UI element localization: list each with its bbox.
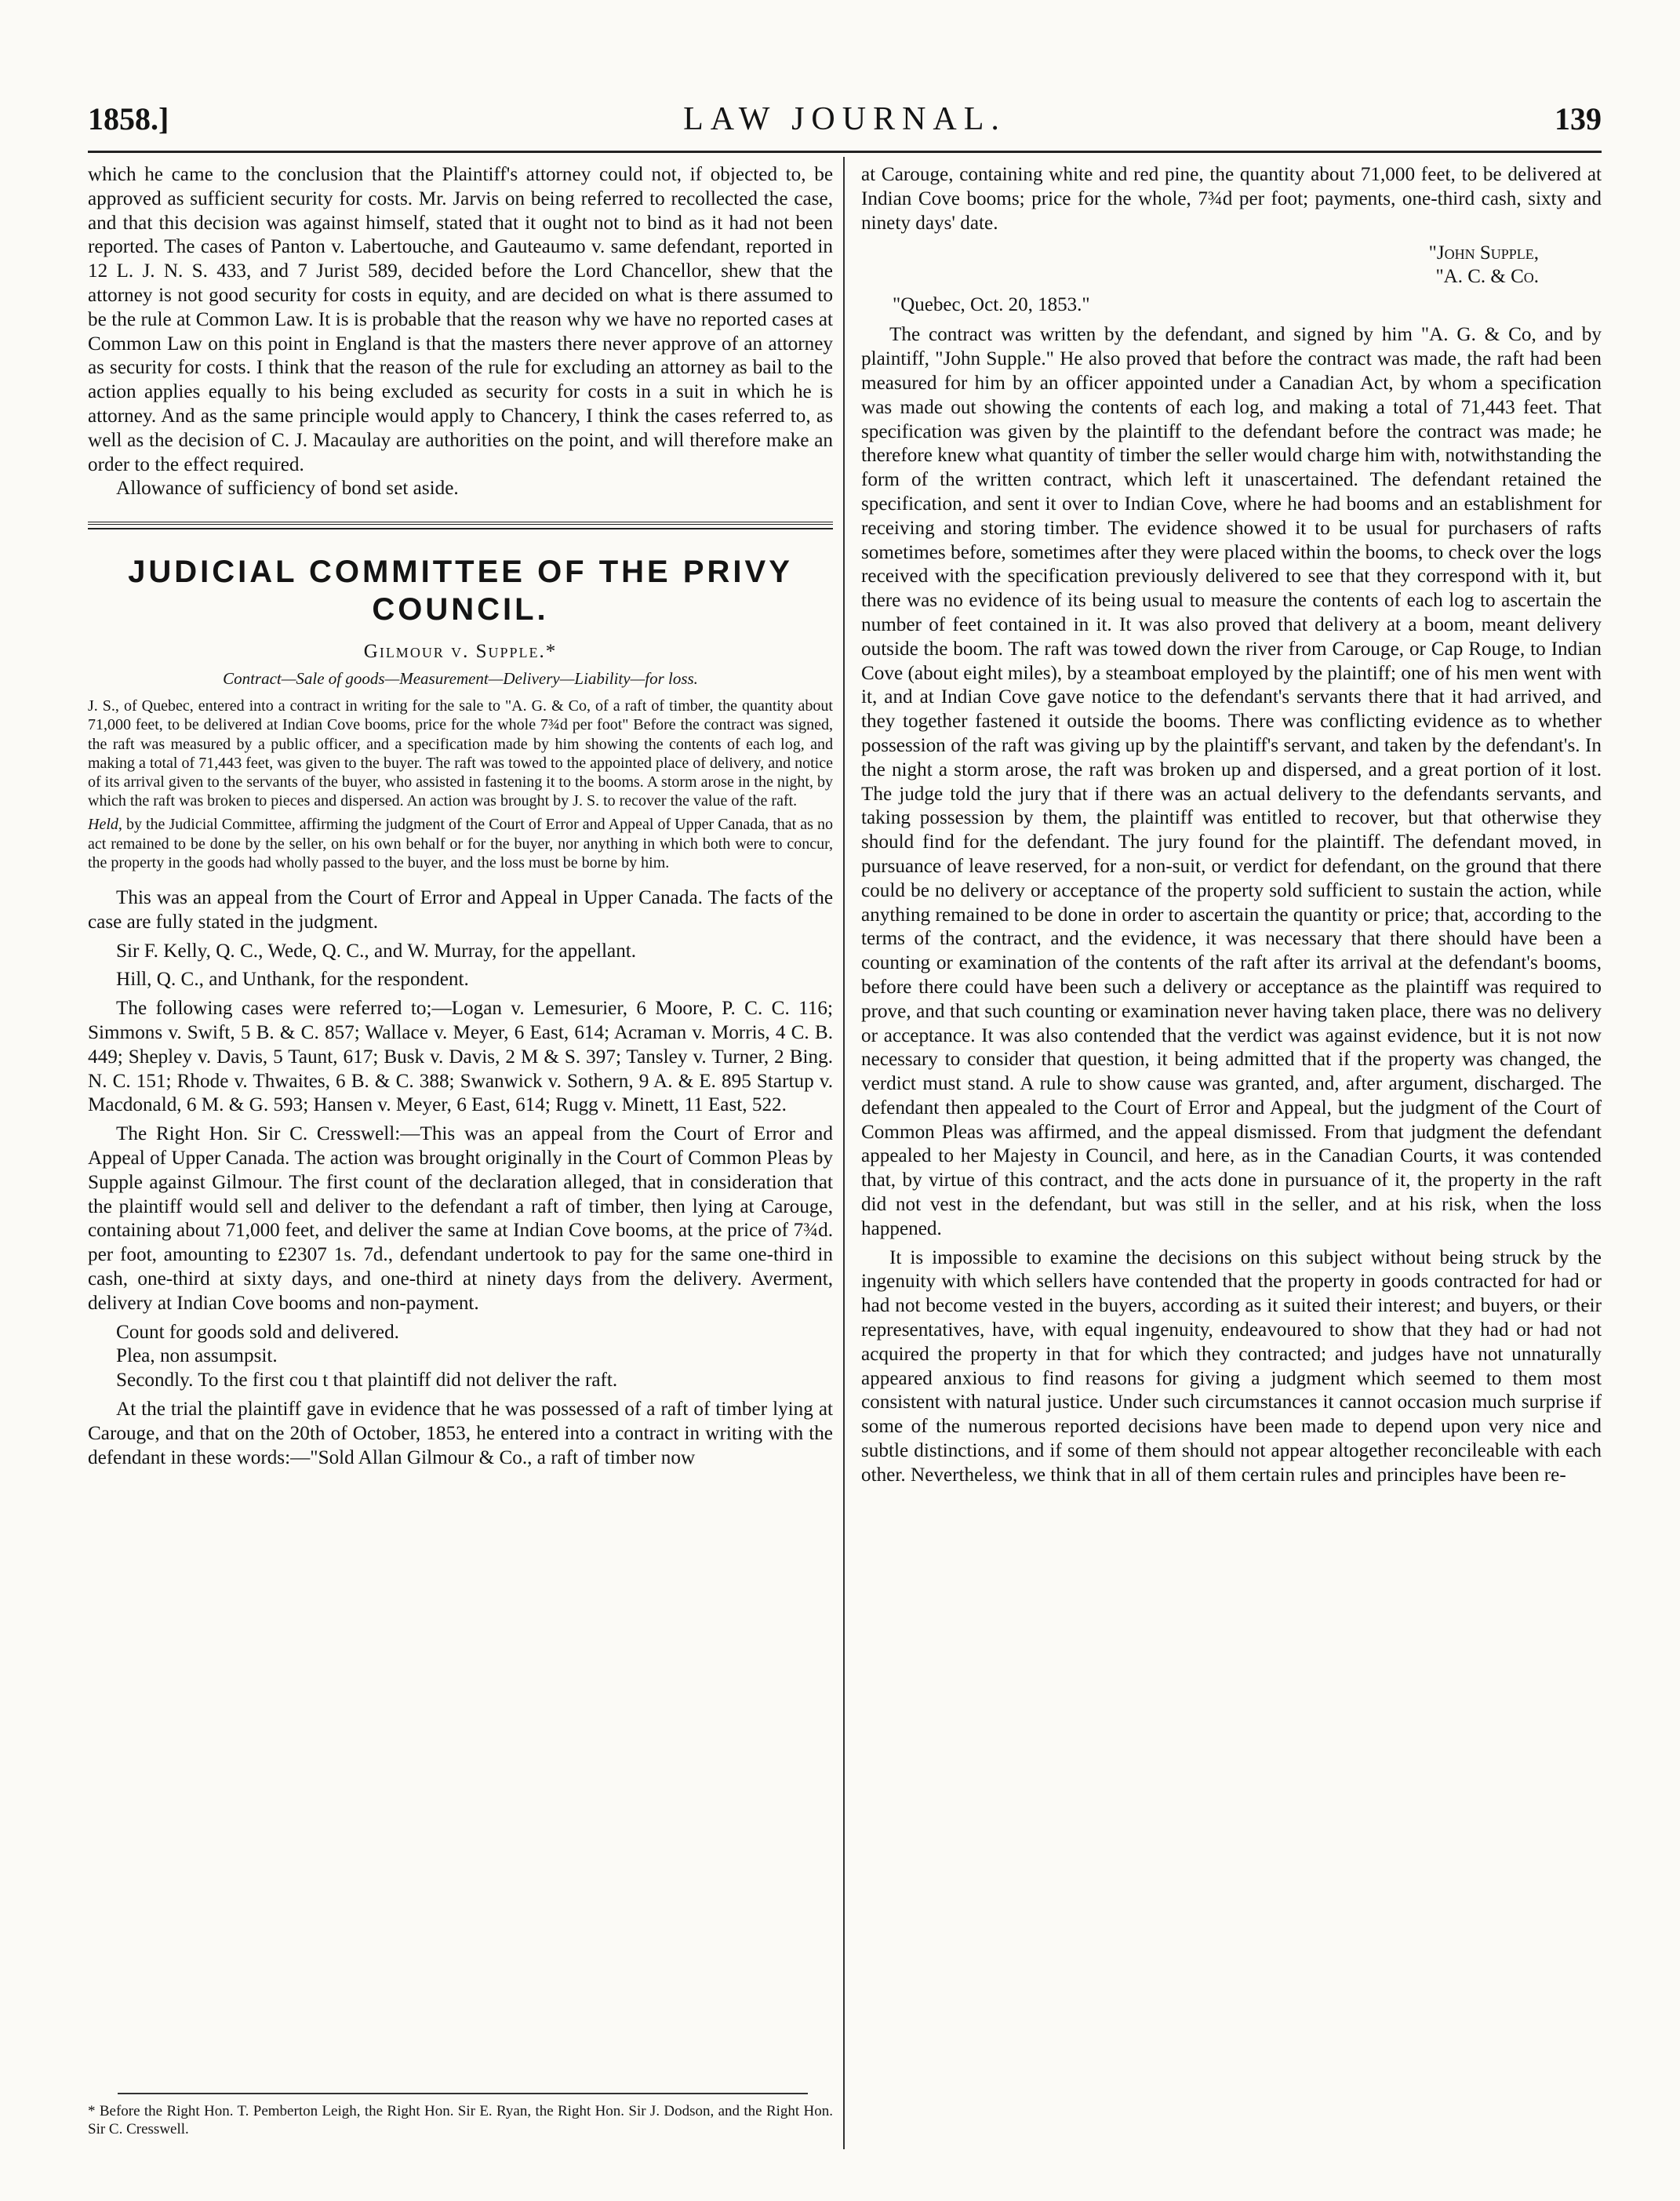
section-rule: [88, 522, 833, 529]
order-paragraph: Allowance of sufficiency of bond set aside.: [116, 478, 459, 500]
left-column: [88, 163, 833, 1470]
headnote: J. S., of Quebec, entered into a contract in writing for the sale to "A. G. & Co, of a raft of timber, the quantity about 71,000 feet, to be delivered at Indian Cove booms, price for the whole 7¾d per foot" Before the contract was signed, the raft was measured by a public officer, and a specification made by him showing the contents of each log, and making a total of 71,443 feet, was given to the buyer. The raft was towed to the appointed place of delivery, and notice of its arrival given to the servants of the buyer, who assisted in fastening it to the booms. A storm arose in the night, by which the raft was broken to pieces and dispersed. An action was brought by J. S. to recover the value of the raft.: [88, 697, 833, 810]
running-header: [88, 100, 1602, 144]
contract-date: "Quebec, Oct. 20, 1853.": [893, 294, 1090, 316]
held-paragraph: [88, 815, 833, 872]
footnote: * Before the Right Hon. T. Pemberton Leigh, the Right Hon. Sir E. Ryan, the Right Hon. Sir J. Dodson, and the Right Hon. Sir C. Cresswell.: [88, 2103, 833, 2137]
judgment-paragraph: The Right Hon. Sir C. Cresswell:—This was an appeal from the Court of Error and Appeal of Upper Canada. The action was brought originally in the Court of Common Pleas by Supple against Gilmour. The first count of the declaration alleged, that in consideration that the plaintiff would sell and deliver to the defendant a raft of timber, then lying at Carouge, containing about 71,000 feet, and deliver the same at Indian Cove booms, at the price of 7¾d. per foot, amounting to £2307 1s. 7d., defendant undertook to pay for the same one-third in cash, one-third at sixty days, and one-third at ninety days from the delivery. Averment, delivery at Indian Cove booms and non-payment.: [88, 1123, 833, 1314]
secondly-paragraph: Secondly. To the first cou t that plaintiff did not deliver the raft.: [116, 1370, 618, 1392]
footnote-rule: [118, 2093, 808, 2094]
held-text: by the Judicial Committee, affirming the judgment of the Court of Error and Appeal of Upper Canada, that as no act remained to be done by the seller, on his own behalf or for the buyer, nor anything in which both were to concur, the property in the goods had wholly passed to the buyer, and the loss must be borne by him.: [88, 816, 833, 871]
trial-paragraph: At the trial the plaintiff gave in evidence that he was possessed of a raft of timber lying at Carouge, and that on the 20th of October, 1853, he entered into a contract in writing with the defendant in these words:—"Sold Allan Gilmour & Co., a raft of timber now: [88, 1398, 833, 1468]
catchwords: Contract—Sale of goods—Measurement—Delivery—Liability—for loss.: [223, 669, 698, 689]
appeal-paragraph: This was an appeal from the Court of Error and Appeal in Upper Canada. The facts of the case are fully stated in the judgment.: [88, 886, 833, 933]
signature-block: [861, 242, 1602, 289]
cases-referred: The following cases were referred to;—Logan v. Lemesurier, 6 Moore, P. C. C. 116; Simmons v. Swift, 5 B. & C. 857; Wallace v. Meyer, 6 East, 614; Acraman v. Morris, 4 C. B. 449; Shepley v. Davis, 5 Taunt, 617; Busk v. Davis, 2 M & S. 397; Tansley v. Turner, 2 Bing. N. C. 151; Rhode v. Thwaites, 6 B. & C. 388; Swanwick v. Sothern, 9 A. & E. 895 Startup v. Macdonald, 6 M. & G. 593; Hansen v. Meyer, 6 East, 614; Rugg v. Minett, 11 East, 522.: [88, 998, 833, 1116]
count-paragraph: Count for goods sold and delivered.: [116, 1321, 399, 1343]
plea-paragraph: Plea, non assumpsit.: [116, 1345, 278, 1367]
page-number: 139: [1555, 101, 1602, 136]
journal-title: LAW JOURNAL.: [683, 101, 1006, 137]
counsel-appellant: Sir F. Kelly, Q. C., Wede, Q. C., and W. Murray, for the appellant.: [116, 940, 637, 962]
case-name: Gilmour v. Supple.*: [363, 641, 558, 663]
header-rule: [88, 151, 1602, 153]
right-column: [861, 163, 1602, 1488]
contract-continuation: at Carouge, containing white and red pine, the quantity about 71,000 feet, to be delivered at Indian Cove booms; price for the whole, 7¾d per foot; payments, one-third cash, sixty and ninety days' date.: [861, 164, 1602, 234]
section-title: JUDICIAL COMMITTEE OF THE PRIVY COUNCIL.: [128, 555, 793, 628]
column-divider: [843, 157, 845, 2149]
continued-paragraph: which he came to the conclusion that the Plaintiff's attorney could not, if objected to, be approved as sufficient security for costs. Mr. Jarvis on being referred to recollected the case, and that this decision was against himself, stated that it ought not to bind as it had not been reported. The cases of Panton v. Labertouche, and Gauteaumo v. same defendant, reported in 12 L. J. N. S. 433, and 7 Jurist 589, decided before the Lord Chancellor, shew that the attorney is not good security for costs in equity, and are decided on what is there assumed to be the rule at Common Law. It is is probable that the reason why we have no reported cases at Common Law on this point in England is that the masters there never approve of an attorney as security for costs. I think that the reason of the rule for excluding an attorney as bail to the action applies equally to his being excluded as security for costs in a suit in which he is attorney. And as the same principle would apply to Chancery, I think the cases referred to, as well as the decision of C. J. Macaulay are authorities on the point, and will therefore make an order to the effect required.: [88, 164, 833, 475]
signature-supple: "John Supple,: [1428, 242, 1539, 264]
held-label: Held,: [88, 816, 122, 834]
counsel-respondent: Hill, Q. C., and Unthank, for the respondent.: [116, 969, 469, 991]
signature-company: "A. C. & Co.: [1435, 266, 1539, 288]
evidence-paragraph: The contract was written by the defendant, and signed by him "A. G. & Co, and by plaintiff, "John Supple." He also proved that before the contract was made, the raft had been measured for him by an officer appointed under a Canadian Act, by whom a specification was made out showing the contents of each log, and making a total of 71,443 feet. That specification was given by the plaintiff to the defendant before the contract was made; he therefore knew what quantity of timber the seller would charge him with, notwithstanding the form of the written contract, which left it unascertained. The defendant retained the specification, and sent it over to Indian Cove, where he had booms and an establishment for receiving and storing timber. The evidence showed it to be usual for purchasers of rafts sometimes before, sometimes after they were placed within the booms, to check over the logs received with the specification previously delivered to see that they correspond with it, but there was no evidence of its being usual to measure the contents of each log to ascertain the number of feet contained in it. It was also proved that delivery at a boom, meant delivery outside the boom. The raft was towed down the river from Carouge, or Cap Rouge, to Indian Cove (about eight miles), by a steamboat employed by the plaintiff; one of his men went with it, and at Indian Cove gave notice to the defendant's servants there that it had arrived, and they together fastened it outside the booms. There was conflicting evidence as to whether possession of the raft was giving up by the plaintiff's servant, and taken by the defendant's. In the night a storm arose, the raft was broken up and dispersed, and a great portion of it lost. The judge told the jury that if there was an actual delivery to the defendants servants, and taking possession by them, the plaintiff was entitled to recover, but that otherwise they should find for the defendant. The jury found for the plaintiff. The defendant moved, in pursuance of leave reserved, for a non-suit, or verdict for defendant, on the ground that there could be no delivery or acceptance of the property sold sufficient to sustain the action, while anything remained to be done in order to ascertain the quantity or price; that, according to the terms of the contract, and the evidence, it was necessary that there should have been a counting or examination of the contents of the raft after its arrival at the defendant's booms, before there could have been such a delivery or acceptance as the plaintiff was required to prove, and that such counting or examination never having taken place, there was no delivery or acceptance. It was also contended that the verdict was against evidence, but it is not now necessary to consider that question, it being admitted that if the property was changed, the verdict must stand. A rule to show cause was granted, and, after argument, discharged. The defendant then appealed to the Court of Error and Appeal, but the judgment of the Court of Common Pleas was affirmed, and the appeal dismissed. From that judgment the defendant appealed to her Majesty in Council, and here, as in the Canadian Courts, it was contended that, by virtue of this contract, and the acts done in pursuance of it, the property in the raft did not vest in the defendant, but was still in the seller, and at his risk, when the loss happened.: [861, 324, 1602, 1239]
decisions-paragraph: It is impossible to examine the decisions on this subject without being struck by the ingenuity with which sellers have contended that the property in goods contracted for had or had not become vested in the buyers, according as it suited their interest; and buyers, or their representatives, have, with equal ingenuity, endeavoured to show that they had or had not acquired the property in that for which they contracted; and judges have not unnaturally appeared anxious to find reasons for giving a judgment which seemed to them most consistent with natural justice. Under such circumstances it cannot occasion much surprise if some of the numerous reported decisions have been made to depend upon very nice and subtle distinctions, and if some of them should not appear altogether reconcileable with each other. Nevertheless, we think that in all of them certain rules and principles have been re-: [861, 1246, 1602, 1486]
header-year: 1858.]: [88, 101, 169, 136]
